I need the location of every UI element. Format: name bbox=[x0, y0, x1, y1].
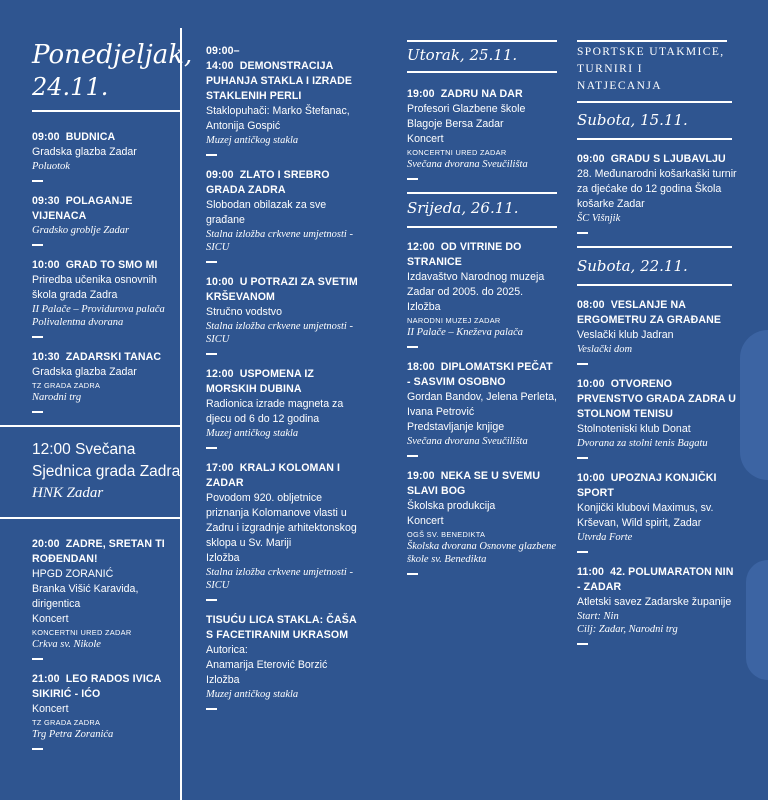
event-time: 08:00 bbox=[577, 299, 605, 311]
event-title bbox=[577, 298, 737, 328]
event-title bbox=[407, 87, 557, 102]
event-separator bbox=[577, 363, 588, 365]
event-venue: Cilj: Zadar, Narodni trg bbox=[577, 624, 678, 635]
divider bbox=[407, 192, 557, 194]
event-venue: Polivalentna dvorana bbox=[32, 317, 124, 328]
monday-evening-events bbox=[32, 537, 184, 750]
event-title bbox=[32, 350, 184, 365]
event-name: GRADU S LJUBAVLJU bbox=[610, 153, 726, 165]
event-name: DIPLOMATSKI PEČAT - SASVIM OSOBNO bbox=[407, 361, 553, 388]
monday-continued-column bbox=[206, 44, 362, 722]
event-title bbox=[577, 377, 737, 422]
event-separator bbox=[407, 178, 418, 180]
event-separator bbox=[32, 658, 43, 660]
divider bbox=[577, 138, 732, 140]
event-organizer: TZ GRADA ZADRA bbox=[32, 381, 101, 390]
event-item bbox=[407, 87, 557, 180]
event-separator bbox=[577, 232, 588, 234]
event-venue: Trg Petra Zoranića bbox=[32, 729, 114, 740]
event-item bbox=[32, 194, 184, 246]
event-detail: Priredba učenika osnovnih škola grada Zadra bbox=[32, 274, 157, 301]
event-separator bbox=[407, 573, 418, 575]
event-detail: Koncert bbox=[32, 703, 69, 715]
divider bbox=[0, 425, 180, 427]
event-detail: Povodom 920. obljetnice priznanja Kolomanove vlasti u Zadru i izgradnje arhitektonskog sklopa u Sv. Mariji bbox=[206, 492, 357, 549]
event-detail: HPGD ZORANIĆ bbox=[32, 568, 114, 580]
event-separator bbox=[206, 447, 217, 449]
event-venue: ŠC Višnjik bbox=[577, 213, 621, 224]
saturday-22-events bbox=[577, 298, 737, 645]
event-time: 09:00–14:00 bbox=[206, 45, 240, 72]
event-name: GRAD TO SMO MI bbox=[65, 259, 158, 271]
event-detail: Anamarija Eterović Borzić bbox=[206, 659, 328, 671]
event-separator bbox=[206, 708, 217, 710]
event-detail: Koncert bbox=[32, 613, 69, 625]
event-time: 09:00 bbox=[32, 131, 60, 143]
event-venue: Školska dvorana Osnovne glazbene škole sv. Benedikta bbox=[407, 541, 557, 565]
event-organizer: TZ GRADA ZADRA bbox=[32, 718, 101, 727]
event-detail: Profesori Glazbene škole Blagoje Bersa Zadar bbox=[407, 103, 526, 130]
event-time: 09:30 bbox=[32, 195, 60, 207]
event-name: U POTRAZI ZA SVETIM KRŠEVANOM bbox=[206, 276, 358, 303]
event-item bbox=[206, 461, 362, 601]
event-item bbox=[407, 360, 557, 457]
decorative-edge-bottom bbox=[746, 560, 768, 680]
divider bbox=[577, 101, 732, 103]
event-organizer: NARODNI MUZEJ ZADAR bbox=[407, 316, 501, 325]
event-venue: Crkva sv. Nikole bbox=[32, 639, 101, 650]
event-venue: Svečana dvorana Sveučilišta bbox=[407, 159, 528, 170]
monday-continued-events bbox=[206, 44, 362, 710]
event-venue: Narodni trg bbox=[32, 392, 82, 403]
event-item bbox=[577, 565, 737, 645]
event-detail: Gradska glazba Zadar bbox=[32, 146, 137, 158]
session-venue: HNK Zadar bbox=[32, 485, 104, 501]
event-item bbox=[206, 367, 362, 449]
event-time: 19:00 bbox=[407, 470, 435, 482]
event-separator bbox=[577, 551, 588, 553]
event-time: 12:00 bbox=[206, 368, 234, 380]
event-detail: Staklopuhači: Marko Štefanac, Antonija Gospić bbox=[206, 105, 350, 132]
event-title bbox=[206, 367, 362, 397]
event-time: 10:00 bbox=[206, 276, 234, 288]
monday-column bbox=[32, 0, 193, 762]
event-name: ZADRE, SRETAN TI ROĐENDAN! bbox=[32, 538, 165, 565]
event-title bbox=[32, 537, 184, 567]
event-item bbox=[577, 298, 737, 365]
event-organizer: KONCERTNI URED ZADAR bbox=[32, 628, 132, 637]
event-separator bbox=[32, 244, 43, 246]
event-title bbox=[206, 461, 362, 491]
divider bbox=[577, 40, 727, 42]
event-separator bbox=[577, 457, 588, 459]
event-separator bbox=[206, 154, 217, 156]
event-separator bbox=[32, 748, 43, 750]
event-detail: Atletski savez Zadarske županije bbox=[577, 596, 732, 608]
event-item bbox=[32, 258, 184, 338]
event-name: 42. POLUMARATON NIN - ZADAR bbox=[577, 566, 734, 593]
event-venue: Stalna izložba crkvene umjetnosti - SICU bbox=[206, 321, 353, 345]
event-organizer: KONCERTNI URED ZADAR bbox=[407, 148, 507, 157]
event-title bbox=[407, 469, 557, 499]
event-time: 10:30 bbox=[32, 351, 60, 363]
event-separator bbox=[407, 346, 418, 348]
event-separator bbox=[206, 599, 217, 601]
event-name: DEMONSTRACIJA PUHANJA STAKLA I IZRADE STAKLENIH PERLI bbox=[206, 60, 353, 102]
divider bbox=[407, 71, 557, 73]
event-venue: Start: Nin bbox=[577, 611, 619, 622]
event-detail: Veslački klub Jadran bbox=[577, 329, 674, 341]
divider bbox=[32, 110, 180, 112]
event-venue: Poluotok bbox=[32, 161, 70, 172]
event-item bbox=[577, 152, 737, 234]
event-detail: Školska produkcija bbox=[407, 500, 496, 512]
event-detail: Predstavljanje knjige bbox=[407, 421, 505, 433]
event-separator bbox=[206, 261, 217, 263]
divider bbox=[0, 517, 180, 519]
sports-heading: SPORTSKE UTAKMICE, TURNIRI I NATJECANJA bbox=[577, 46, 725, 92]
event-time: 10:00 bbox=[32, 259, 60, 271]
event-time: 09:00 bbox=[206, 169, 234, 181]
event-title bbox=[577, 471, 737, 501]
divider bbox=[577, 246, 732, 248]
event-venue: Svečana dvorana Sveučilišta bbox=[407, 436, 528, 447]
event-name: ZADRU NA DAR bbox=[440, 88, 523, 100]
event-detail: Gradska glazba Zadar bbox=[32, 366, 137, 378]
event-title bbox=[206, 168, 362, 198]
event-item bbox=[577, 377, 737, 459]
event-name: ZLATO I SREBRO GRADA ZADRA bbox=[206, 169, 330, 196]
event-venue: Stalna izložba crkvene umjetnosti - SICU bbox=[206, 567, 353, 591]
event-title bbox=[407, 360, 557, 390]
event-detail: Radionica izrade magneta za djecu od 6 do 12 godina bbox=[206, 398, 344, 425]
event-detail: 28. Međunarodni košarkaški turnir za djećake do 12 godina Škola košarke Zadar bbox=[577, 168, 737, 210]
day-heading-saturday-15: Subota, 15.11. bbox=[577, 111, 688, 129]
event-name: USPOMENA IZ MORSKIH DUBINA bbox=[206, 368, 314, 395]
event-name: VESLANJE NA ERGOMETRU ZA GRAĐANE bbox=[577, 299, 722, 326]
event-separator bbox=[32, 180, 43, 182]
event-time: 19:00 bbox=[407, 88, 435, 100]
event-detail: Stolnoteniski klub Donat bbox=[577, 423, 691, 435]
tuesday-events bbox=[407, 87, 557, 180]
event-title bbox=[577, 565, 737, 595]
event-name: ZADARSKI TANAC bbox=[65, 351, 162, 363]
divider bbox=[407, 226, 557, 228]
event-name: OTVORENO PRVENSTVO GRADA ZADRA U STOLNOM TENISU bbox=[577, 378, 737, 420]
event-time: 11:00 bbox=[577, 566, 605, 578]
event-name: OD VITRINE DO STRANICE bbox=[407, 241, 522, 268]
event-time: 17:00 bbox=[206, 462, 234, 474]
event-time: 21:00 bbox=[32, 673, 60, 685]
event-item bbox=[32, 672, 184, 750]
event-separator bbox=[32, 411, 43, 413]
event-detail: Slobodan obilazak za sve građane bbox=[206, 199, 327, 226]
decorative-edge-top bbox=[740, 330, 768, 480]
event-title bbox=[32, 194, 184, 224]
event-time: 10:00 bbox=[577, 472, 605, 484]
event-detail: Branka Višić Karavida, dirigentica bbox=[32, 583, 139, 610]
event-separator bbox=[407, 455, 418, 457]
event-detail: Stručno vodstvo bbox=[206, 306, 282, 318]
event-title bbox=[32, 258, 184, 273]
event-title bbox=[577, 152, 737, 167]
date-monday: 24.11. bbox=[32, 73, 109, 101]
event-item bbox=[407, 469, 557, 575]
event-separator bbox=[577, 643, 588, 645]
event-item bbox=[206, 275, 362, 355]
event-title bbox=[32, 130, 184, 145]
sports-column bbox=[577, 0, 737, 657]
event-time: 09:00 bbox=[577, 153, 605, 165]
event-item bbox=[577, 471, 737, 553]
event-name: KRALJ KOLOMAN I ZADAR bbox=[206, 462, 341, 489]
event-detail: Izložba bbox=[407, 301, 441, 313]
event-time: 18:00 bbox=[407, 361, 435, 373]
day-heading-monday: Ponedjeljak, bbox=[32, 40, 193, 70]
divider bbox=[407, 40, 557, 42]
event-venue: Gradsko groblje Zadar bbox=[32, 225, 130, 236]
event-title bbox=[206, 44, 362, 104]
event-title bbox=[407, 240, 557, 270]
divider bbox=[577, 284, 732, 286]
event-item bbox=[206, 168, 362, 263]
event-detail: Gordan Bandov, Jelena Perleta, Ivana Petrović bbox=[407, 391, 557, 418]
event-venue: Utvrda Forte bbox=[577, 532, 633, 543]
event-organizer: OGŠ SV. BENEDIKTA bbox=[407, 530, 486, 539]
event-detail: Izložba bbox=[206, 552, 240, 564]
event-item bbox=[32, 130, 184, 182]
event-name: POLAGANJE VIJENACA bbox=[32, 195, 133, 222]
event-venue: Veslački dom bbox=[577, 344, 633, 355]
event-name: BUDNICA bbox=[65, 131, 116, 143]
event-item bbox=[32, 350, 184, 413]
event-time: 20:00 bbox=[32, 538, 60, 550]
event-item bbox=[206, 44, 362, 156]
session-title: 12:00 Svečana Sjednica grada Zadra bbox=[32, 441, 181, 480]
event-detail: Koncert bbox=[407, 133, 444, 145]
event-detail: Koncert bbox=[407, 515, 444, 527]
monday-events bbox=[32, 130, 184, 413]
event-title bbox=[32, 672, 184, 702]
event-time: 10:00 bbox=[577, 378, 605, 390]
event-detail: Izdavaštvo Narodnog muzeja Zadar od 2005. do 2025. bbox=[407, 271, 545, 298]
event-venue: II Palače – Kneževa palača bbox=[407, 327, 524, 338]
event-separator bbox=[206, 353, 217, 355]
event-detail: Konjički klubovi Maximus, sv. Krševan, Wild spirit, Zadar bbox=[577, 502, 714, 529]
event-name: NEKA SE U SVEMU SLAVI BOG bbox=[407, 470, 541, 497]
event-title bbox=[206, 275, 362, 305]
event-item bbox=[206, 613, 362, 710]
event-venue: Muzej antičkog stakla bbox=[206, 428, 299, 439]
event-item bbox=[407, 240, 557, 348]
wednesday-events bbox=[407, 240, 557, 575]
midweek-column bbox=[407, 0, 557, 587]
event-venue: Muzej antičkog stakla bbox=[206, 135, 299, 146]
event-detail: Autorica: bbox=[206, 644, 248, 656]
event-detail: Izložba bbox=[206, 674, 240, 686]
event-name: TISUĆU LICA STAKLA: ČAŠA S FACETIRANIM UKRASOM bbox=[206, 614, 357, 641]
event-separator bbox=[32, 336, 43, 338]
saturday-15-events bbox=[577, 152, 737, 234]
event-venue: Stalna izložba crkvene umjetnosti - SICU bbox=[206, 229, 353, 253]
event-item bbox=[32, 537, 184, 660]
day-heading-tuesday: Utorak, 25.11. bbox=[407, 46, 518, 64]
event-venue: II Palače – Providurova palača bbox=[32, 304, 165, 315]
event-time: 12:00 bbox=[407, 241, 435, 253]
event-title bbox=[206, 613, 362, 643]
event-name: UPOZNAJ KONJIČKI SPORT bbox=[577, 472, 717, 499]
day-heading-saturday-22: Subota, 22.11. bbox=[577, 257, 688, 275]
event-name: LEO RADOS IVICA SIKIRIĆ - IĆO bbox=[32, 673, 161, 700]
day-heading-wednesday: Srijeda, 26.11. bbox=[407, 199, 519, 217]
event-venue: Dvorana za stolni tenis Bagatu bbox=[577, 438, 708, 449]
event-venue: Muzej antičkog stakla bbox=[206, 689, 299, 700]
